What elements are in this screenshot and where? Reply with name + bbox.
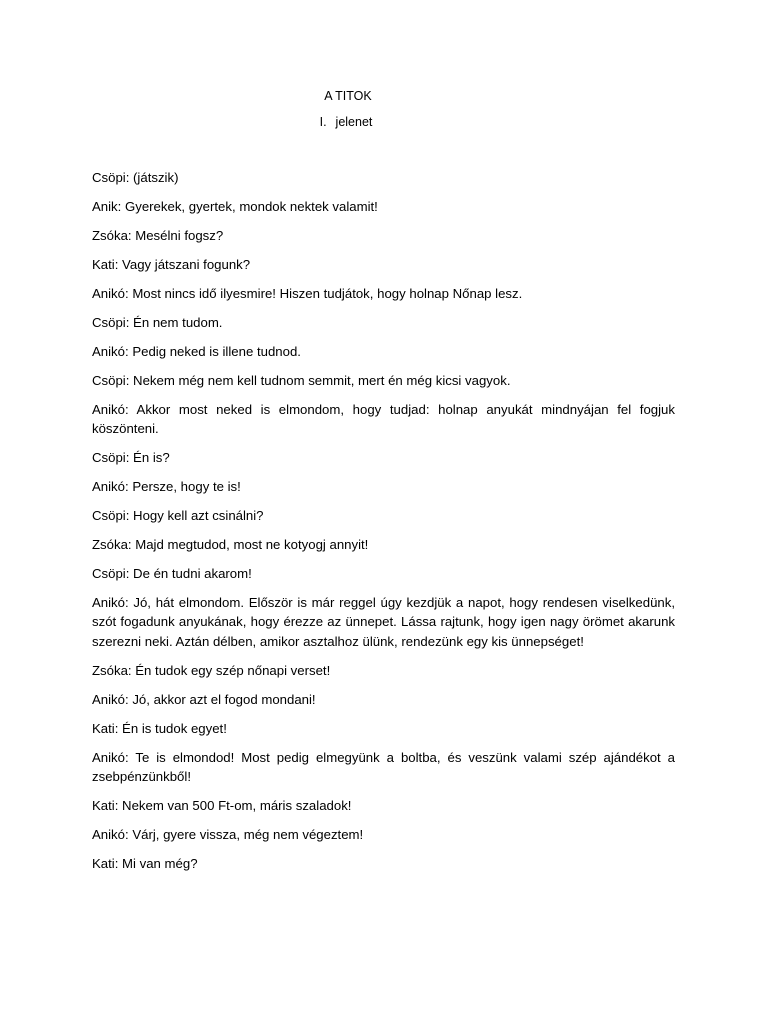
dialogue-line: Anikó: Persze, hogy te is! bbox=[92, 479, 241, 495]
dialogue-line: Csöpi: Hogy kell azt csinálni? bbox=[92, 508, 264, 524]
dialogue-line: Kati: Mi van még? bbox=[92, 855, 198, 871]
dialogue-line: Csöpi: Én nem tudom. bbox=[92, 314, 223, 330]
dialogue-line: Anikó: Pedig neked is illene tudnod. bbox=[92, 343, 301, 359]
dialogue-line: Anikó: Most nincs idő ilyesmire! Hiszen tudjátok, hogy holnap Nőnap lesz. bbox=[92, 285, 523, 301]
scene-label: jelenet bbox=[335, 115, 373, 129]
dialogue-line: Zsóka: Mesélni fogsz? bbox=[92, 227, 224, 243]
dialogue-line: Zsóka: Én tudok egy szép nőnapi verset! bbox=[92, 662, 331, 678]
scene-heading bbox=[0, 114, 692, 130]
dialogue-line: Kati: Vagy játszani fogunk? bbox=[92, 256, 251, 272]
dialogue-line: Anikó: Jó, akkor azt el fogod mondani! bbox=[92, 691, 316, 707]
dialogue-line: Kati: Nekem van 500 Ft-om, máris szaladok! bbox=[92, 797, 352, 813]
dialogue-line: Csöpi: Nekem még nem kell tudnom semmit, mert én még kicsi vagyok. bbox=[92, 372, 511, 388]
scene-number: I. bbox=[319, 115, 327, 129]
dialogue-line: Anikó: Akkor most neked is elmondom, hogy tudjad: holnap anyukát mindnyájan fel fogjuk köszönteni. bbox=[92, 401, 675, 437]
document-title: A TITOK bbox=[324, 89, 372, 103]
dialogue-line: Anikó: Te is elmondod! Most pedig elmegyünk a boltba, és veszünk valami szép ajándékot a zsebpénzünkből! bbox=[92, 749, 675, 784]
dialogue-line: Anikó: Várj, gyere vissza, még nem végeztem! bbox=[92, 826, 364, 842]
dialogue-line: Csöpi: (játszik) bbox=[92, 170, 179, 185]
dialogue-line: Kati: Én is tudok egyet! bbox=[92, 720, 227, 736]
dialogue-line: Anik: Gyerekek, gyertek, mondok nektek valamit! bbox=[92, 198, 378, 214]
dialogue-line: Csöpi: Én is? bbox=[92, 450, 170, 466]
dialogue-body bbox=[92, 168, 675, 883]
dialogue-line: Csöpi: De én tudni akarom! bbox=[92, 566, 252, 582]
dialogue-line: Anikó: Jó, hát elmondom. Először is már reggel úgy kezdjük a napot, hogy rendesen viselkedünk, szót fogadunk anyukának, hogy érezze az ünnepet. Lássa rajtunk, hogy igen nagy örömet akarunk szerezni neki. Aztán délben, amikor asztalhoz ülünk, rendezünk egy kis ünnepséget! bbox=[92, 595, 675, 649]
dialogue-line: Zsóka: Majd megtudod, most ne kotyogj annyit! bbox=[92, 537, 369, 553]
